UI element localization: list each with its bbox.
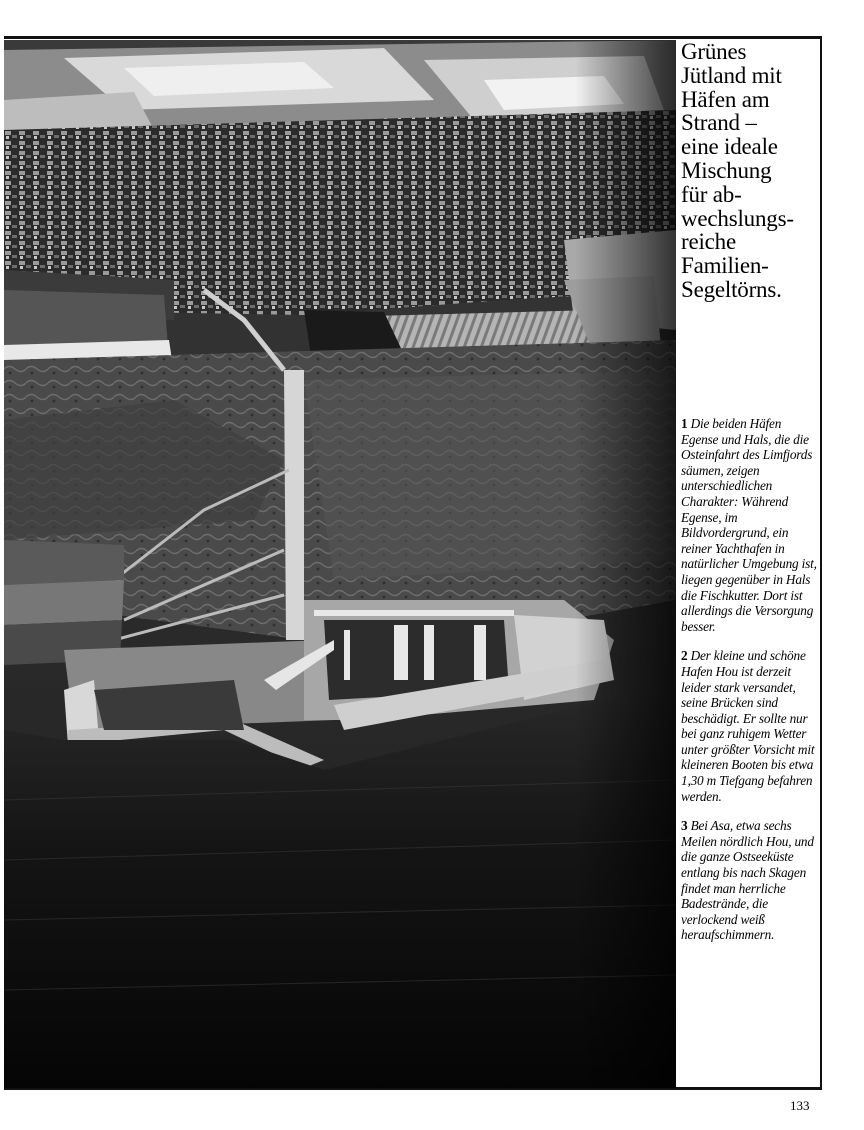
headline-line: wechslungs- [681,205,794,231]
headline-line: eine ideale [681,134,778,160]
headline-line: Jütland mit [681,62,782,88]
aerial-harbor-photo [4,40,676,1088]
caption-2 [681,648,817,804]
headline-line: Familien- [681,253,769,279]
page-number: 133 [790,1098,810,1113]
caption-3 [681,818,817,943]
captions [681,416,817,957]
caption-1 [681,416,817,634]
sidebar-text-column [681,40,817,1086]
caption-text: Die beiden Häfen Egense und Hals, die die Osteinfahrt des Limfjords säumen, zeigen unterschiedlichen Charakter: Während Egense, im Bildvordergrund, ein reiner Yachthafen in natürlicher Umgebung ist, liegen gegenüber in Hals die Fischkutter. Dort ist allerdings die Versorgung besser. [681,416,817,634]
headline-line: reiche [681,229,736,255]
caption-text: Der kleine und schöne Hafen Hou ist derzeit leider stark versandet, seine Brücken sind beschädigt. Er sollte nur bei ganz ruhigem Wetter unter größter Vorsicht mit kleineren Booten bis etwa 1,30 m Tiefgang befahren werden. [681,648,815,804]
caption-number: 1 [681,416,688,431]
headline-line: für ab- [681,181,742,207]
headline-line: Grünes [681,39,747,64]
headline-line: Segeltörns. [681,276,782,302]
headline-line: Häfen am [681,86,770,112]
headline-line: Strand – [681,110,757,136]
caption-text: Bei Asa, etwa sechs Meilen nördlich Hou, und die ganze Ostseeküste entlang bis nach Skagen findet man herrliche Badestrände, die verlockend weiß heraufschimmern. [681,818,814,943]
caption-number: 3 [681,818,688,834]
headline-line: Mischung [681,157,772,183]
caption-number: 2 [681,648,688,664]
headline [681,40,817,302]
